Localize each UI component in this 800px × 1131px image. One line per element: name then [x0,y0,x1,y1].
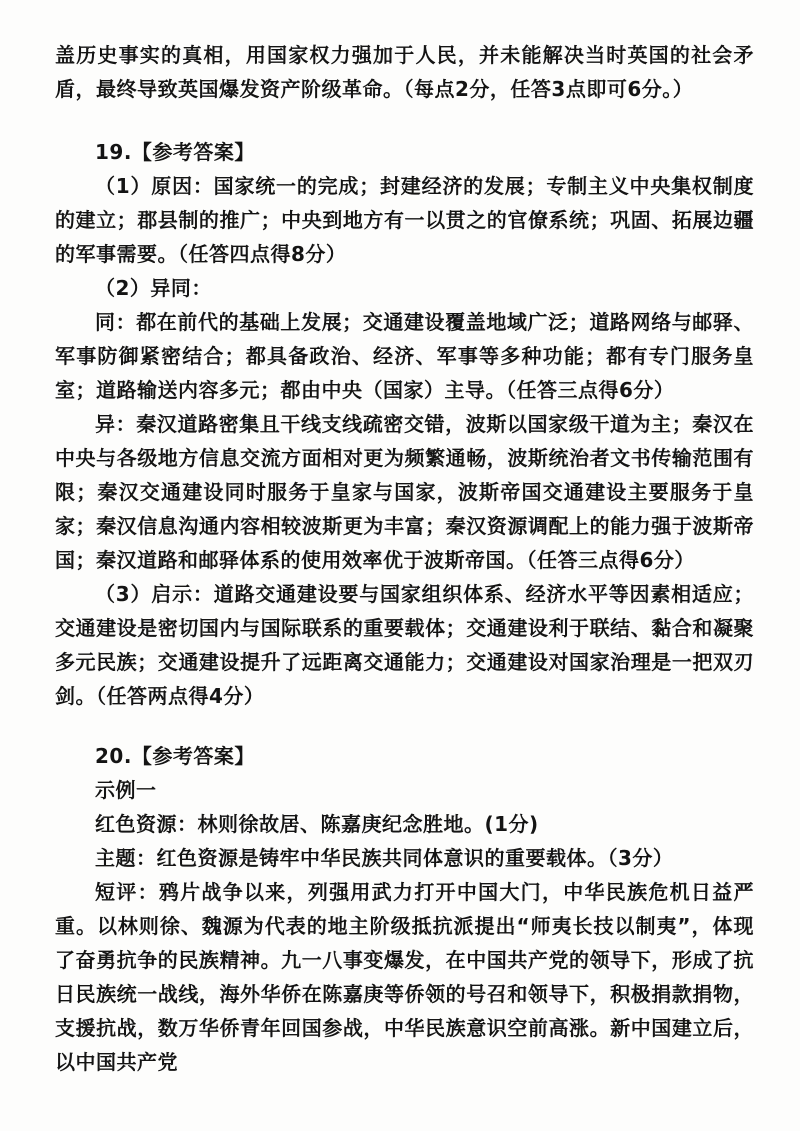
answer-19-paragraph-1-reasons: （1）原因：国家统一的完成；封建经济的发展；专制主义中央集权制度的建立；郡县制的推广；中央到地方有一以贯之的官僚系统；巩固、拓展边疆的军事需要。（任答四点得8分） [55,174,754,266]
answer-20-paragraph-2-red-resources: 红色资源：林则徐故居、陈嘉庚纪念胜地。(1分) [95,812,539,836]
answer-19-paragraph-2-similarities-differences-label: （2）异同： [95,276,212,300]
answer-19-paragraph-4-differences: 异：秦汉道路密集且干线支线疏密交错，波斯以国家级干道为主；秦汉在中央与各级地方信息交流方面相对更为频繁通畅，波斯统治者文书传输范围有限；秦汉交通建设同时服务于皇家与国家，波斯帝国交通建设主要服务于皇家；秦汉信息沟通内容相较波斯更为丰富；秦汉资源调配上的能力强于波斯帝国；秦汉道路和邮驿体系的使用效率优于波斯帝国。（任答三点得6分） [55,412,754,572]
answer-19-heading: 19.【参考答案】 [95,140,255,164]
answer-20-paragraph-1-example-label: 示例一 [95,778,157,802]
answer-19-paragraph-3-similarities: 同：都在前代的基础上发展；交通建设覆盖地域广泛；道路网络与邮驿、军事防御紧密结合；都具备政治、经济、军事等多种功能；都有专门服务皇室；道路输送内容多元；都由中央（国家）主导。（任答三点得6分） [55,310,754,402]
answer-20-paragraph-4-commentary: 短评：鸦片战争以来，列强用武力打开中国大门，中华民族危机日益严重。以林则徐、魏源为代表的地主阶级抵抗派提出“师夷长技以制夷”，体现了奋勇抗争的民族精神。九一八事变爆发，在中国共产党的领导下，形成了抗日民族统一战线，海外华侨在陈嘉庚等侨领的号召和领导下，积极捐款捐物，支援抗战，数万华侨青年回国参战，中华民族意识空前高涨。新中国建立后，以中国共产党 [55,880,754,1074]
continuation-paragraph: 盖历史事实的真相，用国家权力强加于人民，并未能解决当时英国的社会矛盾，最终导致英国爆发资产阶级革命。（每点2分，任答3点即可6分。） [55,43,754,101]
answer-20-heading: 20.【参考答案】 [95,744,255,768]
document-body [55,38,754,1079]
answer-19-paragraph-5-implications: （3）启示：道路交通建设要与国家组织体系、经济水平等因素相适应；交通建设是密切国内与国际联系的重要载体；交通建设利于联结、黏合和凝聚多元民族；交通建设提升了远距离交通能力；交通建设对国家治理是一把双刃剑。（任答两点得4分） [55,582,754,708]
answer-20-paragraph-3-theme: 主题：红色资源是铸牢中华民族共同体意识的重要载体。（3分） [95,846,674,870]
